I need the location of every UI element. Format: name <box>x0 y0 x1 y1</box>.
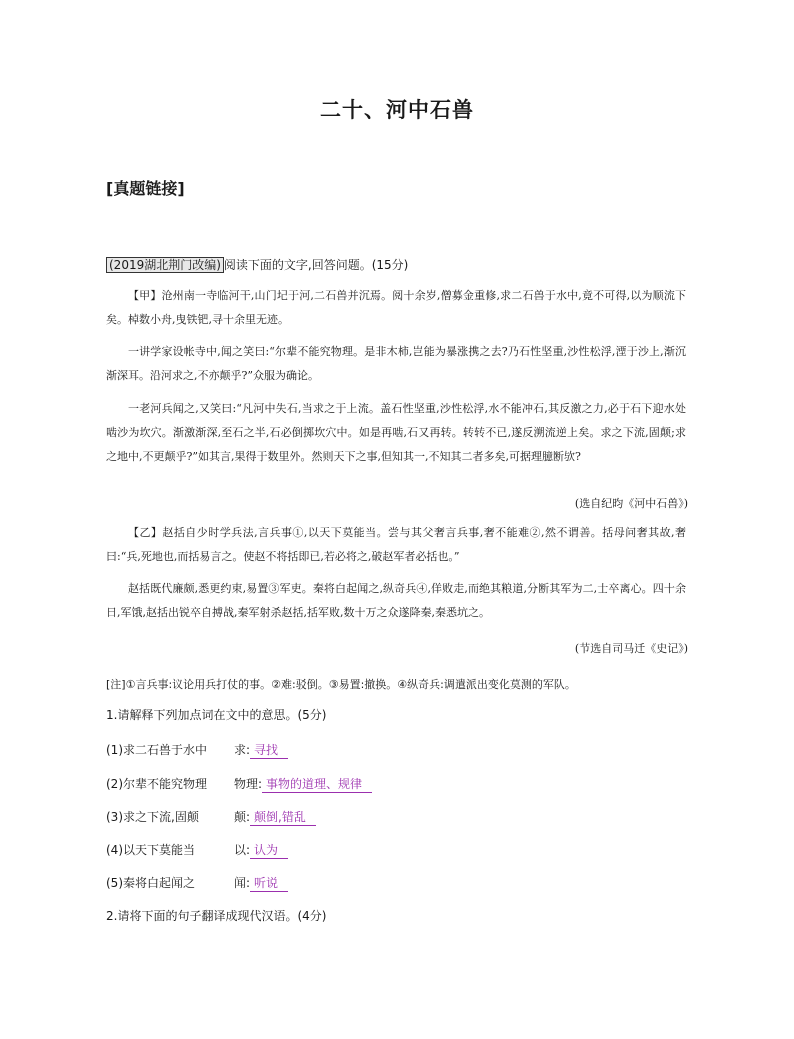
passage-b-paragraph-2: 赵括既代廉颇,悉更约束,易置③军吏。秦将白起闻之,纵奇兵④,佯败走,而绝其粮道,分断其军为二,士卒离心。四十余日,军饿,赵括出锐卒自搏战,秦军射杀赵括,括军败,数十万之众遂降秦,秦悉坑之。 <box>106 582 686 619</box>
item-sentence: (5)秦将白起闻之 <box>106 876 195 890</box>
passage-a-paragraph-2: 一讲学家设帐寺中,闻之笑曰:“尔辈不能究物理。是非木柿,岂能为暴涨携之去?乃石性坚重,沙性松浮,湮于沙上,渐沉渐深耳。沿河求之,不亦颠乎?”众服为确论。 <box>106 345 686 382</box>
item-answer: 认为 <box>250 843 288 859</box>
item-word: 物理: <box>234 777 263 791</box>
intro-instruction: 阅读下面的文字,回答问题。(15分) <box>223 258 409 272</box>
item-sentence: (1)求二石兽于水中 <box>106 743 207 757</box>
passage-a-citation: (选自纪昀《河中石兽》) <box>574 497 688 510</box>
question-1-item <box>106 841 288 858</box>
item-sentence: (4)以天下莫能当 <box>106 843 195 857</box>
item-word: 闻: <box>234 876 251 890</box>
question-1-item <box>106 808 316 825</box>
item-word: 颠: <box>234 810 251 824</box>
passage-b-paragraph-1: 【乙】赵括自少时学兵法,言兵事①,以天下莫能当。尝与其父奢言兵事,奢不能难②,然不谓善。括母问奢其故,奢曰:“兵,死地也,而括易言之。使赵不将括即已,若必将之,破赵军者必括也。” <box>106 526 686 563</box>
section-heading: [真题链接] <box>106 179 185 198</box>
annotation-note: [注]①言兵事:议论用兵打仗的事。②难:驳倒。③易置:撤换。④纵奇兵:调遣派出变化莫测的军队。 <box>106 678 576 691</box>
passage-a-paragraph-3: 一老河兵闻之,又笑曰:“凡河中失石,当求之于上流。盖石性坚重,沙性松浮,水不能冲石,其反激之力,必于石下迎水处啮沙为坎穴。渐激渐深,至石之半,石必倒掷坎穴中。如是再啮,石又再转。转转不已,遂反溯流逆上矣。求之下流,固颠;求之地中,不更颠乎?”如其言,果得于数里外。然则天下之事,但知其一,不知其二者多矣,可据理臆断欤? <box>106 402 686 463</box>
question-1-item <box>106 874 288 891</box>
item-answer: 寻找 <box>250 743 288 759</box>
question-1-item <box>106 741 288 758</box>
item-answer: 听说 <box>250 876 288 892</box>
item-answer: 颠倒,错乱 <box>250 810 316 826</box>
question-intro <box>106 256 408 273</box>
source-tag: (2019湖北荆门改编) <box>106 257 224 273</box>
item-word: 以: <box>234 843 251 857</box>
item-answer: 事物的道理、规律 <box>262 777 372 793</box>
question-2-prompt: 2.请将下面的句子翻译成现代汉语。(4分) <box>106 909 327 923</box>
item-sentence: (2)尔辈不能究物理 <box>106 777 207 791</box>
item-sentence: (3)求之下流,固颠 <box>106 810 199 824</box>
item-word: 求: <box>234 743 251 757</box>
passage-a-paragraph-1: 【甲】沧州南一寺临河干,山门圮于河,二石兽并沉焉。阅十余岁,僧募金重修,求二石兽于水中,竟不可得,以为顺流下矣。棹数小舟,曳铁钯,寻十余里无迹。 <box>106 289 686 326</box>
question-1-prompt: 1.请解释下列加点词在文中的意思。(5分) <box>106 708 327 722</box>
page-title: 二十、河中石兽 <box>320 98 474 122</box>
question-1-item <box>106 775 372 792</box>
passage-b-citation: (节选自司马迁《史记》) <box>574 642 688 655</box>
